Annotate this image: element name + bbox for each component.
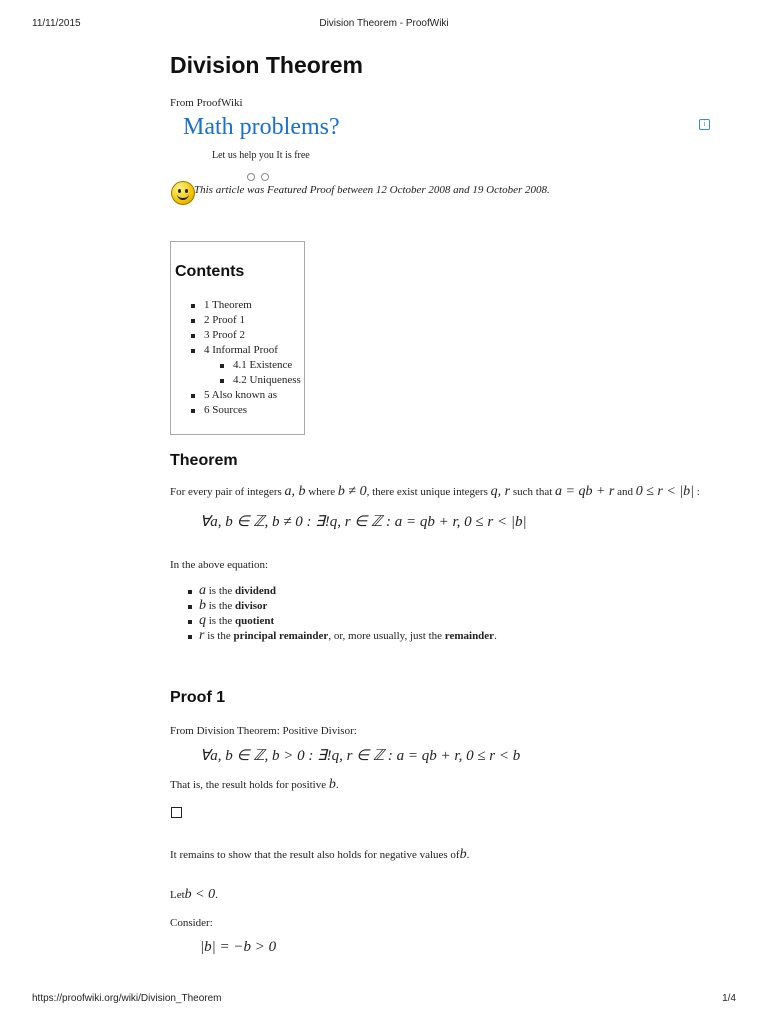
print-header-date: 11/11/2015 bbox=[32, 18, 81, 29]
table-of-contents bbox=[170, 241, 305, 435]
text: , or, more usually, just the bbox=[328, 630, 443, 642]
math-inline: b < 0 bbox=[184, 887, 216, 902]
toc-title: Contents bbox=[175, 263, 245, 280]
theorem-display-formula: ∀a, b ∈ ℤ, b ≠ 0 : ∃!q, r ∈ ℤ : a = qb + r, 0 ≤ r < |b| bbox=[200, 514, 527, 530]
print-footer-url: https://proofwiki.org/wiki/Division_Theorem bbox=[32, 993, 222, 1004]
proof1-let-text bbox=[170, 887, 218, 903]
math-inline: q, r bbox=[490, 484, 511, 499]
math-inline: a = qb + r bbox=[555, 484, 615, 499]
list-item bbox=[199, 583, 276, 599]
tombstone-icon bbox=[171, 807, 182, 818]
ad-info-icon[interactable] bbox=[699, 113, 710, 131]
text: such that bbox=[512, 486, 553, 498]
theorem-heading: Theorem bbox=[170, 452, 238, 469]
info-icon[interactable]: i bbox=[699, 119, 710, 130]
proof1-holds-text bbox=[170, 777, 339, 793]
toc-item[interactable]: 6 Sources bbox=[204, 404, 248, 416]
text: is the bbox=[208, 600, 233, 612]
toc-subitem[interactable]: 4.2 Uniqueness bbox=[233, 374, 301, 386]
ad-dot-2[interactable] bbox=[261, 173, 269, 181]
page-title: Division Theorem bbox=[170, 52, 363, 78]
proof1-remains-text bbox=[170, 847, 469, 863]
text: is the bbox=[208, 615, 233, 627]
math-inline: a, b bbox=[284, 484, 306, 499]
toc-subitem[interactable]: 4.1 Existence bbox=[233, 359, 293, 371]
math-inline: b bbox=[459, 847, 467, 862]
proof1-display-formula-2: |b| = −b > 0 bbox=[200, 939, 277, 955]
text: . bbox=[335, 779, 339, 791]
text: . bbox=[215, 889, 218, 901]
term-bold: divisor bbox=[235, 600, 268, 612]
toc-item[interactable]: 2 Proof 1 bbox=[204, 314, 245, 326]
text: . bbox=[494, 630, 497, 642]
print-footer-page: 1/4 bbox=[722, 993, 736, 1004]
term-bold: dividend bbox=[235, 585, 276, 597]
toc-item[interactable]: 5 Also known as bbox=[204, 389, 278, 401]
term-bold: quotient bbox=[235, 615, 275, 627]
proof1-consider: Consider: bbox=[170, 917, 213, 929]
above-equation-text: In the above equation: bbox=[170, 559, 269, 571]
proof1-heading: Proof 1 bbox=[170, 689, 226, 706]
ad-tagline[interactable]: Let us help you It is free bbox=[212, 150, 310, 161]
ad-dot-1[interactable] bbox=[247, 173, 255, 181]
math-inline: b ≠ 0 bbox=[337, 484, 367, 499]
proof1-from: From Division Theorem: Positive Divisor: bbox=[170, 725, 357, 737]
text: where bbox=[308, 486, 336, 498]
list-item bbox=[199, 598, 267, 614]
text: For every pair of integers bbox=[170, 486, 282, 498]
bullet bbox=[188, 590, 192, 594]
text: and bbox=[617, 486, 633, 498]
print-header-title: Division Theorem - ProofWiki bbox=[319, 18, 449, 29]
text: : bbox=[696, 486, 700, 498]
text: That is, the result holds for positive bbox=[170, 779, 327, 791]
text: It remains to show that the result also holds for negative values of bbox=[170, 849, 460, 861]
ad-headline[interactable]: Math problems? bbox=[183, 114, 340, 140]
featured-notice: This article was Featured Proof between 12 October 2008 and 19 October 2008. bbox=[194, 184, 550, 196]
proof1-display-formula: ∀a, b ∈ ℤ, b > 0 : ∃!q, r ∈ ℤ : a = qb + r, 0 ≤ r < b bbox=[200, 748, 521, 764]
bullet bbox=[188, 605, 192, 609]
text: is the bbox=[208, 585, 233, 597]
toc-item[interactable]: 3 Proof 2 bbox=[204, 329, 245, 341]
toc-item[interactable]: 4 Informal Proof bbox=[204, 344, 278, 356]
theorem-statement bbox=[170, 484, 700, 500]
list-item bbox=[199, 613, 274, 629]
math-inline: b bbox=[199, 598, 206, 613]
smiley-face-icon bbox=[171, 181, 195, 205]
math-inline: b bbox=[328, 777, 336, 792]
term-bold: remainder bbox=[444, 630, 495, 642]
list-item bbox=[199, 628, 497, 644]
bullet bbox=[188, 635, 192, 639]
math-inline: a bbox=[199, 583, 206, 598]
text: Let bbox=[170, 889, 185, 901]
toc-item[interactable]: 1 Theorem bbox=[204, 299, 252, 311]
bullet bbox=[188, 620, 192, 624]
from-line: From ProofWiki bbox=[170, 97, 243, 109]
math-inline: q bbox=[199, 613, 206, 628]
math-inline: 0 ≤ r < |b| bbox=[635, 484, 695, 499]
math-inline: r bbox=[199, 628, 205, 643]
text: , there exist unique integers bbox=[366, 486, 488, 498]
text: is the bbox=[207, 630, 231, 642]
text: . bbox=[466, 849, 470, 861]
term-bold: principal remainder bbox=[233, 630, 329, 642]
